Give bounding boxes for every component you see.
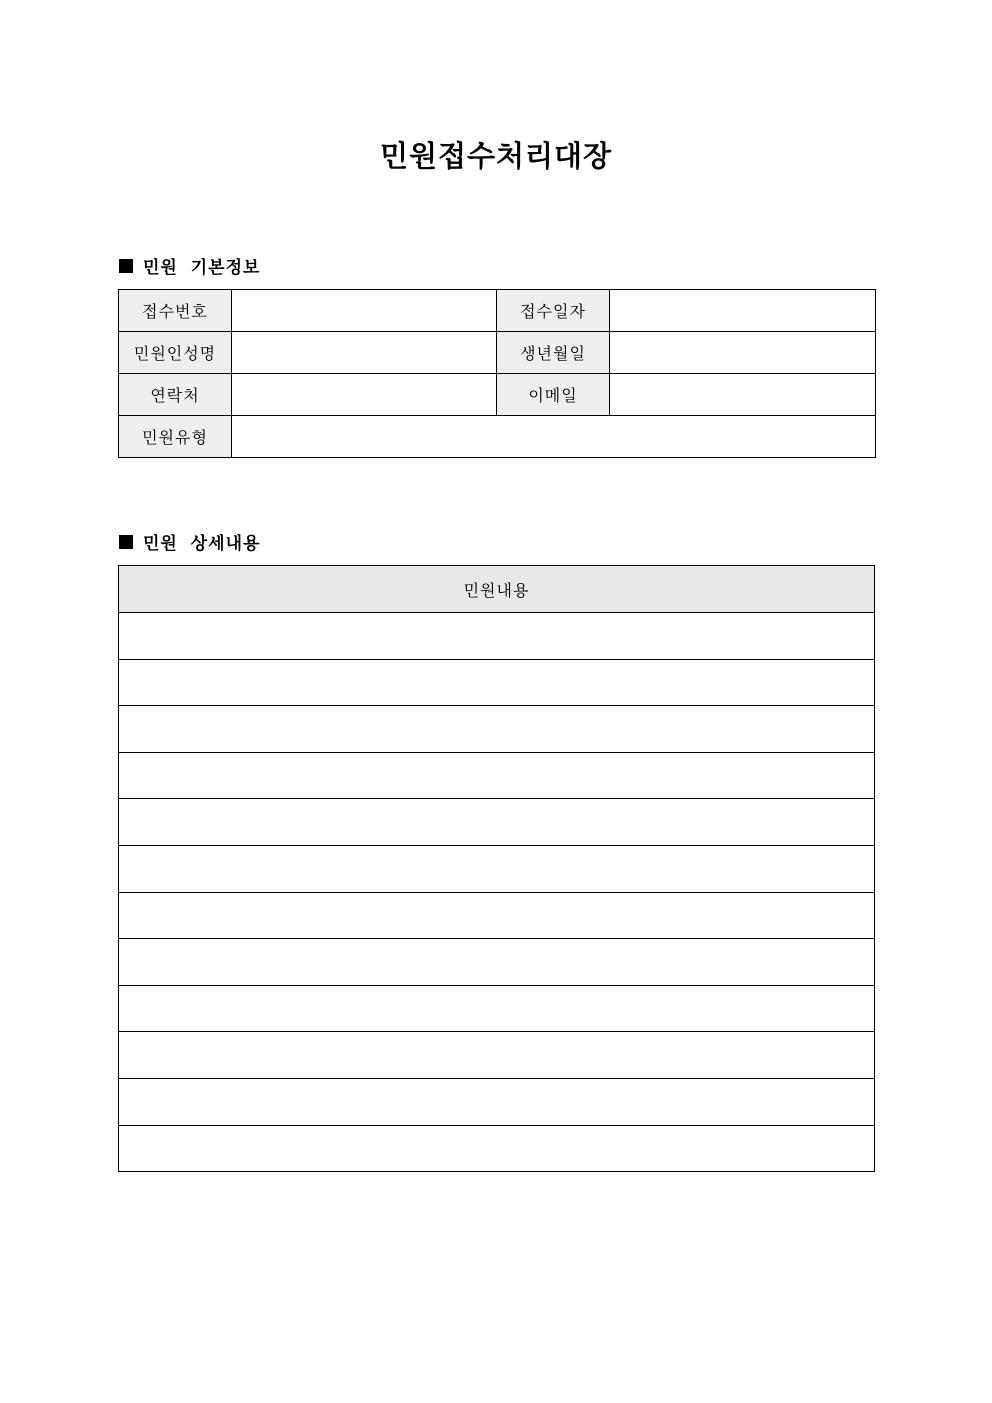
applicant-name-field[interactable] [232, 332, 497, 374]
content-line-field[interactable] [119, 939, 875, 986]
square-bullet-icon [119, 259, 133, 273]
content-line-field[interactable] [119, 659, 875, 706]
table-row [119, 706, 875, 753]
table-row [119, 659, 875, 706]
content-line-field[interactable] [119, 892, 875, 939]
section-heading-text: 민원 상세내용 [143, 534, 261, 554]
contact-label: 연락처 [119, 374, 232, 416]
section-heading-text: 민원 기본정보 [143, 258, 261, 278]
table-header-row [119, 566, 875, 613]
table-row [119, 1078, 875, 1125]
content-line-field[interactable] [119, 985, 875, 1032]
contact-field[interactable] [232, 374, 497, 416]
table-row [119, 290, 876, 332]
table-row [119, 332, 876, 374]
birth-date-field[interactable] [610, 332, 876, 374]
table-row [119, 799, 875, 846]
table-row [119, 613, 875, 660]
page-title: 민원접수처리대장 [379, 139, 613, 173]
table-row [119, 939, 875, 986]
receipt-date-field[interactable] [610, 290, 876, 332]
table-row [119, 892, 875, 939]
complaint-type-field[interactable] [232, 416, 876, 458]
complaint-type-label: 민원유형 [119, 416, 232, 458]
content-line-field[interactable] [119, 613, 875, 660]
birth-date-label: 생년월일 [497, 332, 610, 374]
table-row [119, 752, 875, 799]
receipt-date-label: 접수일자 [497, 290, 610, 332]
applicant-name-label: 민원인성명 [119, 332, 232, 374]
content-line-field[interactable] [119, 799, 875, 846]
receipt-number-field[interactable] [232, 290, 497, 332]
column-header-complaint-content: 민원내용 [119, 566, 875, 613]
email-label: 이메일 [497, 374, 610, 416]
email-field[interactable] [610, 374, 876, 416]
content-line-field[interactable] [119, 1078, 875, 1125]
square-bullet-icon [119, 535, 133, 549]
content-line-field[interactable] [119, 1125, 875, 1172]
section-heading-basic-info [119, 253, 260, 278]
details-table [118, 565, 875, 1172]
table-row [119, 416, 876, 458]
table-row [119, 374, 876, 416]
content-line-field[interactable] [119, 706, 875, 753]
content-line-field[interactable] [119, 1032, 875, 1079]
table-row [119, 1032, 875, 1079]
basic-info-table [118, 289, 876, 458]
table-row [119, 845, 875, 892]
content-line-field[interactable] [119, 752, 875, 799]
receipt-number-label: 접수번호 [119, 290, 232, 332]
content-line-field[interactable] [119, 845, 875, 892]
table-row [119, 985, 875, 1032]
table-row [119, 1125, 875, 1172]
section-heading-details [119, 529, 260, 554]
